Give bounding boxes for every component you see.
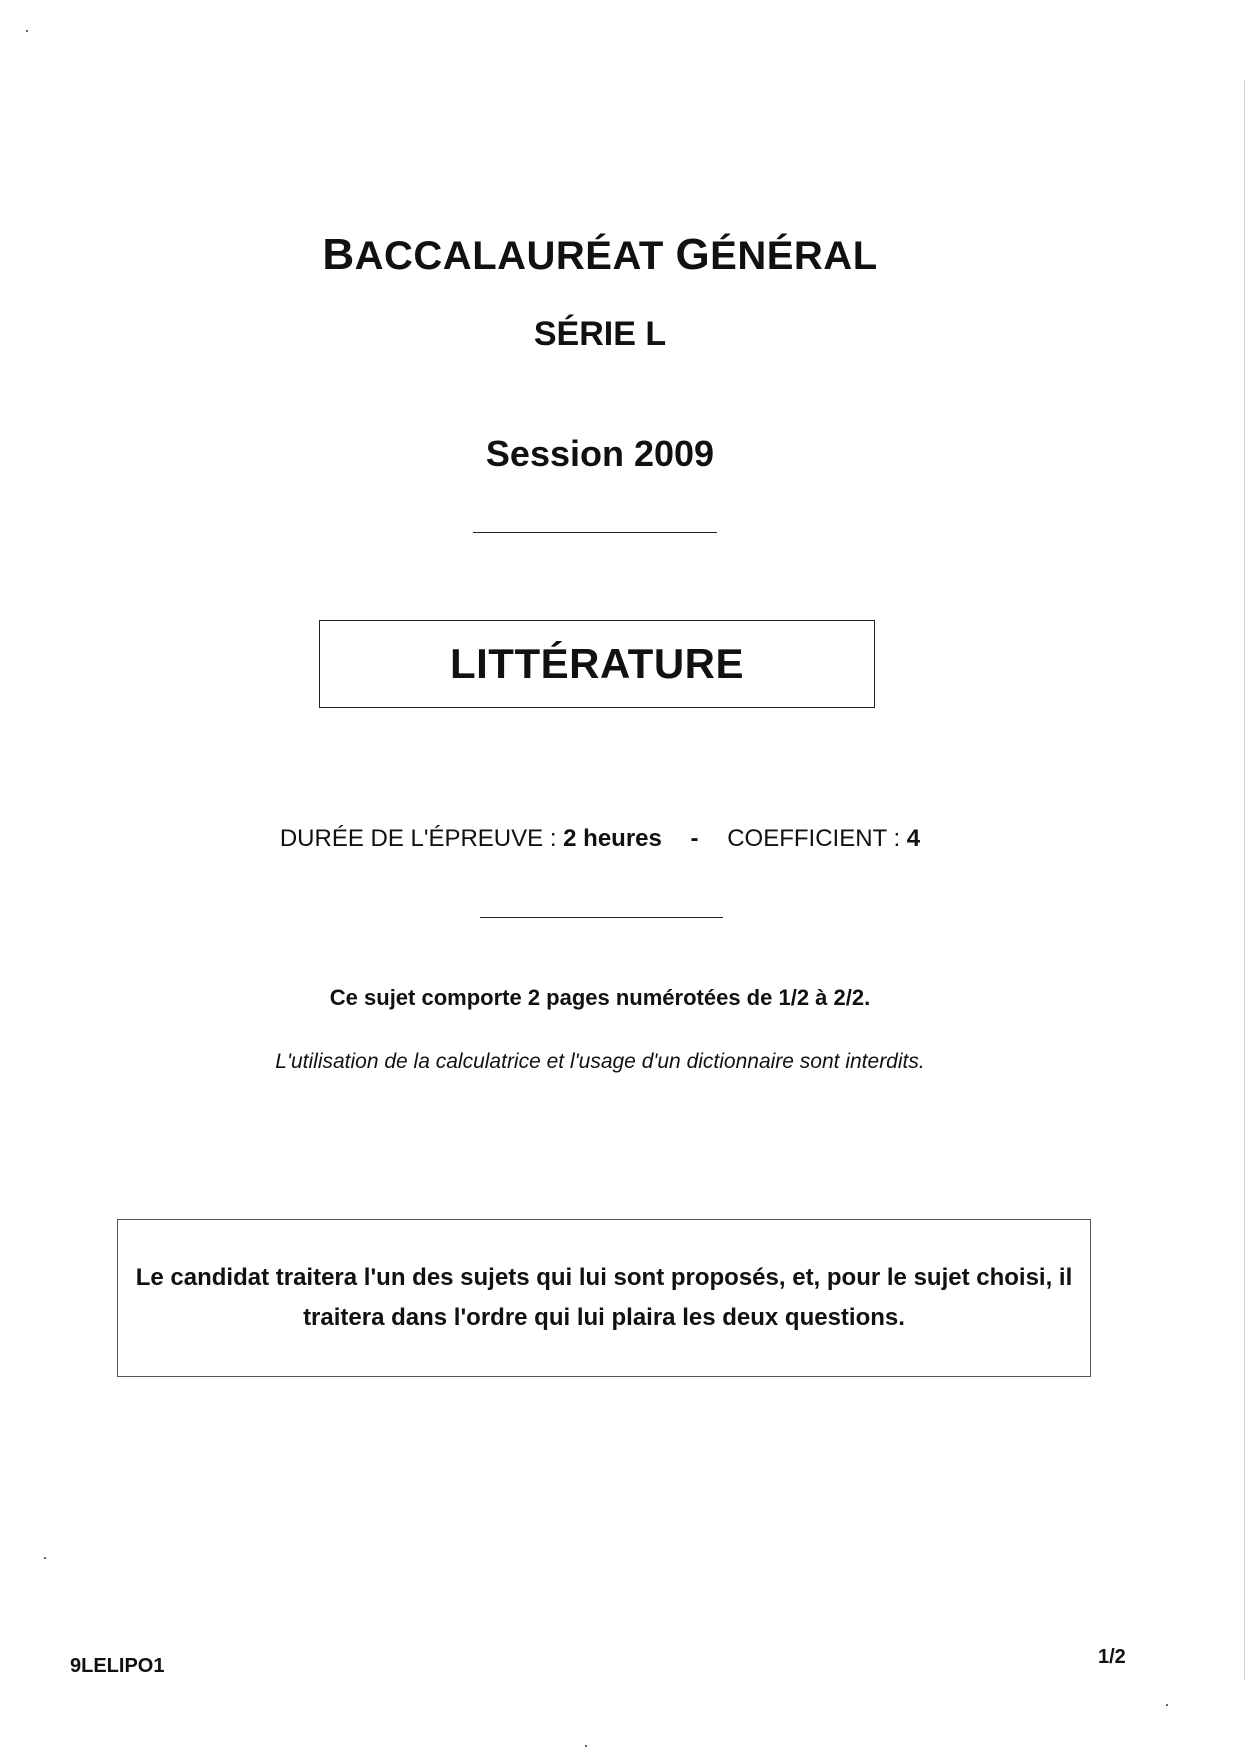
coefficient-label: COEFFICIENT :: [727, 825, 901, 852]
exam-info-line: [150, 825, 1050, 853]
title-rest-a: ACCALAURÉAT: [354, 234, 664, 278]
subject-box: [319, 620, 875, 708]
scan-speck: [44, 1557, 46, 1559]
exam-session: Session 2009: [485, 433, 715, 474]
scan-edge: [1244, 80, 1245, 1680]
title-cap-g: G: [675, 230, 711, 279]
exam-series: SÉRIE L: [533, 315, 667, 353]
exam-code: 9LELIPO1: [70, 1655, 165, 1677]
title-rest-b: ÉNÉRAL: [710, 234, 878, 278]
coefficient-value: 4: [906, 825, 921, 852]
instructions-text: Le candidat traitera l'un des sujets qui lui sont proposés, et, pour le sujet choisi, il traitera dans l'ordre qui lui plaira les deux questions.: [135, 1264, 1073, 1331]
duration-value: 2 heures: [563, 825, 662, 852]
calculator-note: L'utilisation de la calculatrice et l'usage d'un dictionnaire sont interdits.: [275, 1050, 925, 1073]
instructions-box: [117, 1219, 1091, 1377]
page-number: 1/2: [1098, 1646, 1126, 1668]
subject-title: LITTÉRATURE: [449, 640, 745, 687]
scan-speck: [1166, 1704, 1168, 1706]
scan-speck: [26, 30, 28, 32]
duration-label: DURÉE DE L'ÉPREUVE :: [279, 825, 557, 852]
pages-note: Ce sujet comporte 2 pages numérotées de 1/2 à 2/2.: [329, 985, 871, 1010]
scan-speck: [585, 1745, 587, 1747]
exam-title: [300, 230, 900, 280]
info-separator: -: [690, 825, 699, 852]
divider-top: [473, 532, 717, 533]
title-cap-b: B: [322, 230, 355, 279]
divider-middle: [480, 917, 723, 918]
